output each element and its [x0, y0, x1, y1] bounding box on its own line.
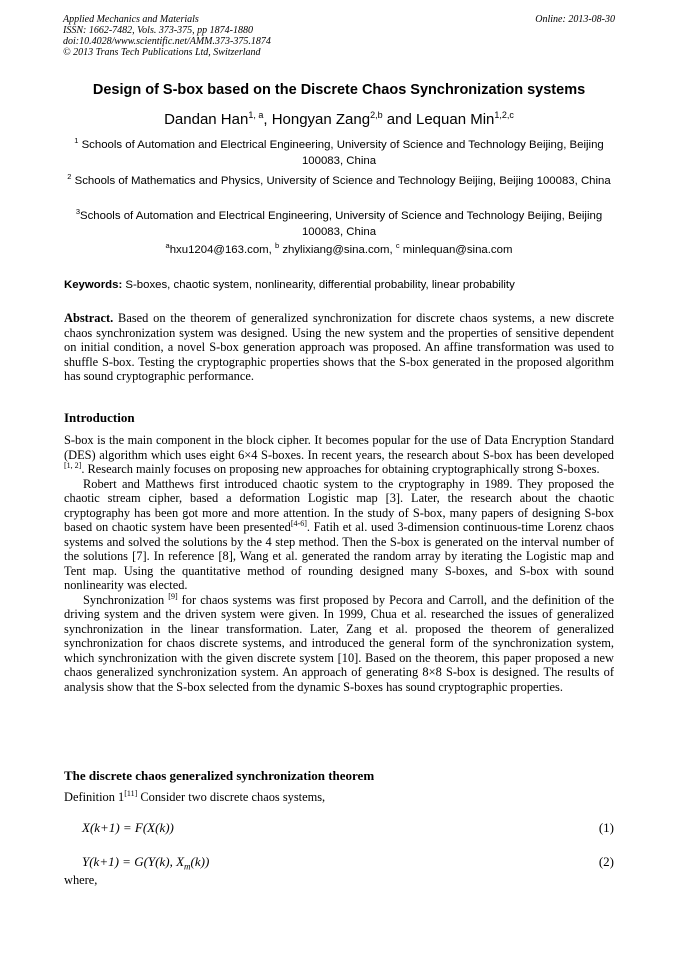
email-a-sup: a: [165, 241, 170, 250]
keywords: [64, 279, 614, 291]
author-list: [64, 111, 614, 128]
where-text: where,: [64, 873, 98, 887]
intro-p2-text-b: . Fatih et al. used 3-dimension continuous-time Lorenz chaos systems and solved the solutions by the 4 step method. Then the S-box is generated on the interval number of the solutions [7]. In reference [8], Wang et al. generated the random array by iterating the Logistic map and Tent map. Using the quantitative method of rounding designed many S-boxes, and S-box with sound nonlinearity was elected.: [64, 520, 614, 592]
email-list: [64, 241, 614, 256]
intro-p3-citation: [9]: [168, 591, 178, 601]
journal-header: [63, 14, 271, 58]
affiliation-1: [64, 137, 614, 169]
intro-p2-citation: [4-6]: [290, 519, 307, 528]
intro-paragraph-2: [64, 477, 614, 593]
definition-citation: [11]: [124, 789, 138, 798]
definition-text: Consider two discrete chaos systems,: [137, 790, 326, 804]
intro-paragraph-3: [64, 593, 614, 695]
email-c-sup: c: [395, 241, 400, 250]
section-heading: The discrete chaos generalized synchronization theorem: [64, 768, 375, 783]
intro-p3-text-b: for chaos systems was first proposed by Pecora and Carroll, and the definition of the driving system and the driven system were given. In 1999, Chua et al. researched the issues of generalized synchronization in the linear transformation. Later, Zang et al. proposed the theorem of generalized synchronization for chaos discrete systems, and introduced the general form of the synchronization system, which synchronization with the given discrete system [10]. Based on the theorem, this paper proposed a new chaos generalized synchronization system. An approach of generating 8×8 S-box is designed. The results of analysis show that the S-box selected from the dynamic S-boxes has sound cryptographic properties.: [64, 592, 614, 694]
doi: doi:10.4028/www.scientific.net/AMM.373-375.1874: [63, 36, 271, 47]
keywords-label: Keywords:: [64, 279, 123, 291]
abstract-text: Based on the theorem of generalized synchronization for discrete chaos systems, a new discrete chaos synchronization system was designed. Using the new system and the properties of sensitive dependent on initial condition, a novel S-box generation approach was proposed. An affine transformation was used to shuffle S-box. Testing the cryptographic properties shows that the S-box generated in the proposed algorithm has sound cryptographic performance.: [64, 311, 614, 383]
email-b-sup: b: [275, 241, 280, 250]
equation-2-number: (2): [598, 854, 614, 869]
issn: ISSN: 1662-7482, Vols. 373-375, pp 1874-1880: [63, 25, 253, 36]
intro-paragraph-1: [64, 433, 614, 477]
equation-2-subscript: m: [184, 861, 191, 872]
affiliation-3: [64, 208, 614, 240]
abstract: [64, 311, 614, 384]
affiliation-1-text: Schools of Automation and Electrical Engineering, University of Science and Technology Beijing, Beijing 100083, China: [81, 139, 604, 167]
introduction-body: [64, 433, 614, 694]
equation-1-expression: X(k+1) = F(X(k)): [82, 820, 174, 835]
author-1: Dandan Han: [164, 111, 249, 128]
affiliation-1-sup: 1: [74, 136, 79, 145]
author-2: Hongyan Zang: [271, 111, 371, 128]
equation-2-part-b: (k)): [190, 854, 210, 869]
author-sep-2: and: [382, 111, 416, 128]
intro-p1-text-a: S-box is the main component in the block cipher. It becomes popular for the use of Data Encryption Standard (DES) algorithm which uses eight 6×4 S-boxes. In recent years, the research about S-box has been developed: [64, 433, 614, 462]
online-date: Online: 2013-08-30: [535, 14, 615, 25]
equation-1-number: (1): [598, 820, 614, 835]
intro-p1-citation: [1, 2]: [64, 461, 82, 470]
affiliation-2-sup: 2: [67, 172, 72, 181]
author-1-sup: 1, a: [248, 110, 264, 120]
author-sep-1: ,: [263, 111, 272, 128]
email-a: hxu1204@163.com,: [169, 244, 275, 256]
author-3-sup: 1,2,c: [494, 110, 514, 120]
intro-p1-text-b: . Research mainly focuses on proposing new approaches for obtaining cryptographically strong S-boxes.: [81, 462, 600, 476]
copyright: © 2013 Trans Tech Publications Ltd, Switzerland: [63, 47, 261, 58]
paper-title: Design of S-box based on the Discrete Chaos Synchronization systems: [92, 82, 586, 98]
keywords-text: S-boxes, chaotic system, nonlinearity, differential probability, linear probability: [122, 279, 515, 291]
affiliation-3-text: Schools of Automation and Electrical Engineering, University of Science and Technology Beijing, Beijing 100083, China: [80, 210, 603, 238]
affiliation-3-sup: 3: [75, 207, 80, 216]
introduction-heading: Introduction: [64, 410, 135, 425]
author-2-sup: 2,b: [370, 110, 383, 120]
email-b: zhylixiang@sina.com,: [279, 244, 396, 256]
abstract-label: Abstract.: [64, 311, 114, 325]
affiliation-2-text: Schools of Mathematics and Physics, University of Science and Technology Beijing, Beijing 100083, China: [74, 175, 611, 187]
email-c: minlequan@sina.com: [399, 244, 513, 256]
definition-label: Definition 1: [64, 790, 125, 804]
intro-p2-text-a: Robert and Matthews first introduced chaotic system to the cryptography in 1989. They proposed the chaotic stream cipher, based a deformation Logistic map [3]. Later, the research about the chaotic cryptography has been got more and more attention. In the study of S-box, many papers of designing S-box based on chaotic system have been presented: [64, 476, 614, 534]
affiliation-2: [64, 173, 614, 189]
journal-name: Applied Mechanics and Materials: [63, 14, 199, 25]
equation-2-expression: [82, 854, 209, 872]
definition-1: [64, 790, 614, 805]
author-3: Lequan Min: [415, 111, 495, 128]
equation-2-part-a: Y(k+1) = G(Y(k), X: [82, 854, 185, 869]
intro-p3-text-a: Synchronization: [83, 592, 169, 607]
